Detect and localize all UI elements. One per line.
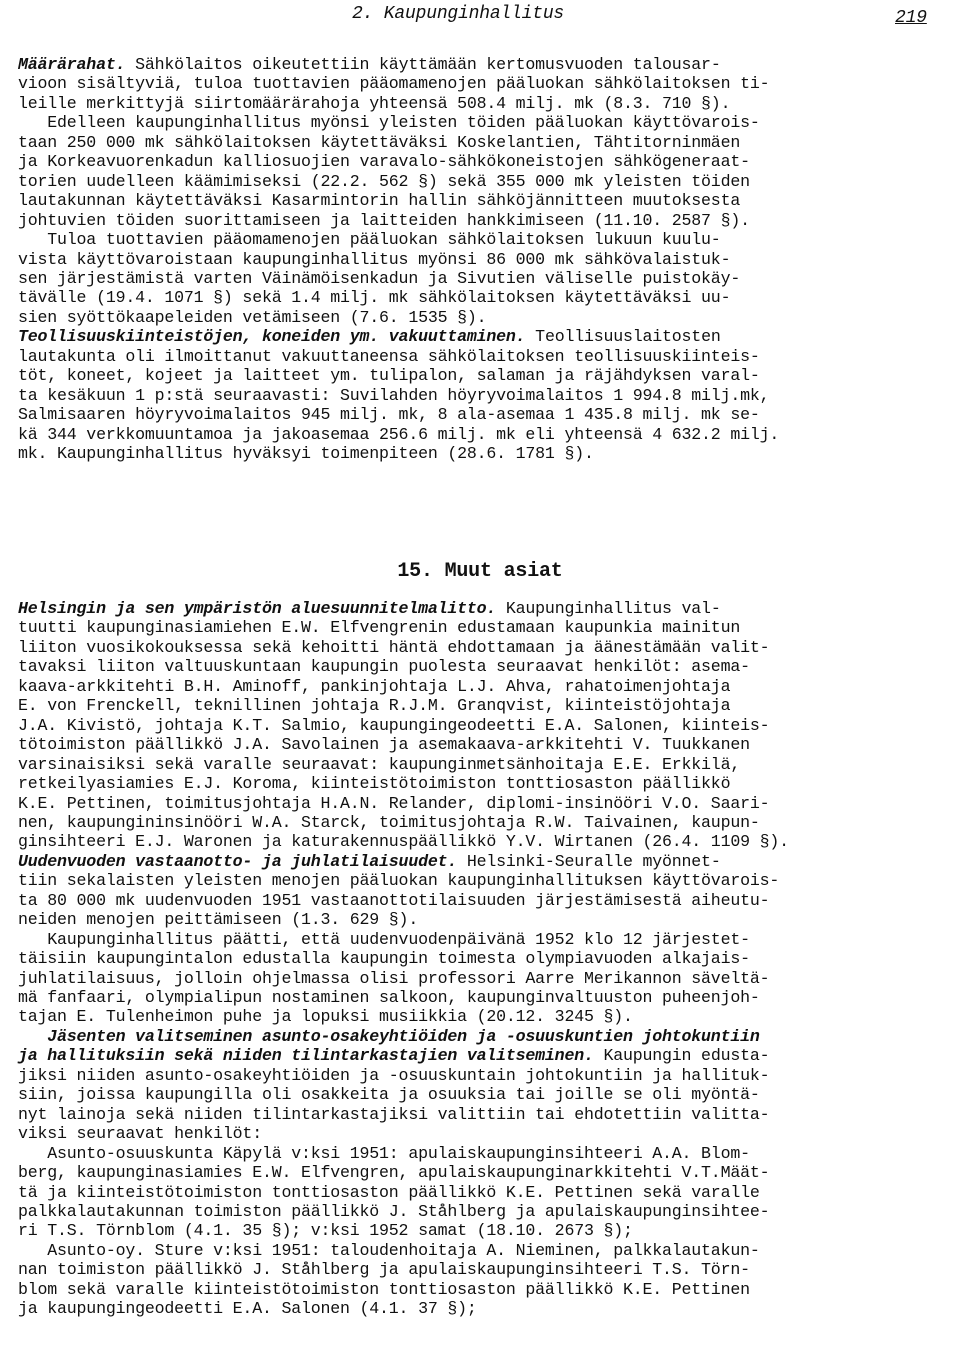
text-line [18, 153, 750, 171]
text-line [18, 406, 760, 424]
text-line [18, 1028, 760, 1046]
text-line [18, 853, 721, 871]
text-line [18, 426, 779, 444]
body-text: lautakunnan käytettäväksi Kasarmintorin hallin sähköjännitteen muutoksesta [18, 191, 741, 211]
body-text: töt, koneet, kojeet ja laitteet ym. tulipalon, salaman ja räjähdyksen varal- [18, 366, 760, 386]
body-text: johtuvien töiden suorittamiseen ja laitteiden hankkimiseen (11.10. 2587 §). [18, 210, 750, 230]
body-text: tävälle (19.4. 1071 §) sekä 1.4 milj. mk sähkölaitoksen käytettäväksi uu- [18, 288, 731, 308]
body-text: Kaupungin edusta- [593, 1046, 770, 1066]
body-text: ta 80 000 mk uudenvuoden 1951 vastaanottotilaisuuden järjestämisestä aiheutu- [18, 890, 770, 910]
body-text: palkkalautakunnan toimiston päällikkö J. Ståhlberg ja apulaiskaupunginsihtee- [18, 1201, 770, 1221]
text-line [18, 1281, 750, 1299]
running-title: 2. Kaupunginhallitus [352, 4, 565, 24]
body-text: Helsinki-Seuralle myönnet- [457, 851, 721, 871]
body-text: juhlatilaisuus, jolloin ohjelmassa olisi professori Aarre Merikannon säveltä- [18, 968, 770, 988]
text-line [18, 911, 418, 929]
text-line [18, 1242, 760, 1260]
text-line [18, 697, 730, 715]
text-line [18, 251, 730, 269]
body-text: E. von Frenckell, teknillinen johtaja R.J.M. Granqvist, kiinteistöjohtaja [18, 696, 731, 716]
text-line [18, 814, 760, 832]
text-line [18, 1300, 477, 1318]
body-text: blom sekä varalle kiinteistötoimiston tonttiosaston päällikkö K.E. Pettinen [18, 1279, 750, 1299]
text-line [18, 639, 769, 657]
body-text: Teollisuuslaitosten [525, 327, 721, 347]
text-line [18, 231, 721, 249]
text-line [18, 309, 486, 327]
text-line [18, 95, 730, 113]
text-line [18, 192, 740, 210]
body-text: tuutti kaupunginasiamiehen E.W. Elfvengrenin edustamaan kaupunkia mainitun [18, 618, 741, 638]
body-text: tajan E. Tulenheimon puhe ja lopuksi musiikkia (20.12. 3245 §). [18, 1007, 633, 1027]
text-line [18, 387, 769, 405]
body-text: ginsihteeri E.J. Waronen ja katurakennuspäällikkö Y.V. Wirtanen (26.4. 1109 §). [18, 832, 789, 852]
italic-heading-text: Helsingin ja sen ympäristön aluesuunnitelmalitto. [18, 599, 497, 618]
italic-heading-text: ja hallituksiin sekä niiden tilintarkastajien valitseminen. [18, 1046, 594, 1066]
body-text: kä 344 verkkomuuntamoa ja jakoasemaa 256.6 milj. mk eli yhteensä 4 632.2 milj. [18, 424, 780, 444]
body-text: mä fanfaari, olympialipun nostaminen salkoon, kaupunginvaltuuston puheenjoh- [18, 988, 760, 1007]
body-text: J.A. Kivistö, johtaja K.T. Salmio, kaupungingeodeetti E.A. Salonen, kiinteis- [18, 715, 770, 735]
text-line [18, 212, 750, 230]
body-text: K.E. Pettinen, toimitusjohtaja H.A.N. Relander, diplomi-insinööri V.O. Saari- [18, 793, 770, 813]
body-text: viksi seuraavat henkilöt: [18, 1124, 262, 1144]
text-line [18, 1261, 750, 1279]
body-text: nan toimiston päällikkö J. Ståhlberg ja apulaiskaupunginsihteeri T.S. Törn- [18, 1260, 750, 1280]
text-line [18, 795, 769, 813]
text-line [18, 619, 740, 637]
text-line [18, 833, 789, 851]
body-text: vioon sisältyviä, tuloa tuottavien pääomamenojen pääluokan sähkölaitoksen ti- [18, 74, 770, 94]
body-text: taan 250 000 mk sähkölaitoksen käytettäväksi Koskelantien, Tähtitorninmäen [18, 132, 741, 152]
body-text: sen järjestämistä varten Väinämöisenkadun ja Sivutien väliselle puistokäy- [18, 268, 741, 288]
page-header [0, 2, 960, 36]
text-line [18, 1047, 769, 1065]
italic-heading-text: Teollisuuskiinteistöjen, koneiden ym. vakuuttaminen. [18, 327, 526, 347]
body-text: Asunto-oy. Sture v:ksi 1951: taloudenhoitaja A. Nieminen, palkkalautakun- [18, 1240, 760, 1260]
text-line [18, 270, 740, 288]
italic-heading-text: Jäsenten valitseminen asunto-osakeyhtiöiden ja -osuuskuntien johtokuntiin [18, 1026, 760, 1046]
italic-heading-text: Määrärahat. [18, 55, 126, 74]
text-line [18, 989, 760, 1007]
body-text: täisiin kaupungintalon edustalla kaupungin toimesta olympiavuoden alkajais- [18, 949, 750, 969]
text-line [18, 56, 721, 74]
text-line [18, 1164, 769, 1182]
body-text: Salmisaaren höyryvoimalaitos 945 milj. mk, 8 ala-asemaa 1 435.8 milj. mk se- [18, 405, 760, 425]
body-text: nen, kaupungininsinööri W.A. Starck, toimitusjohtaja R.W. Taivainen, kaupun- [18, 812, 760, 832]
text-line [18, 1125, 262, 1143]
body-text: Tuloa tuottavien pääomamenojen pääluokan sähkölaitoksen lukuun kuulu- [18, 230, 721, 250]
text-line [18, 1145, 750, 1163]
text-line [18, 678, 730, 696]
text-line [18, 931, 750, 949]
body-text: ja Korkeavuorenkadun kalliosuojien varavalo-sähkökoneistojen sähkögeneraat- [18, 152, 750, 172]
body-text: Kaupunginhallitus päätti, että uudenvuodenpäivänä 1952 klo 12 järjestet- [18, 929, 750, 949]
body-text: ja kaupungingeodeetti E.A. Salonen (4.1. 37 §); [18, 1299, 477, 1319]
text-line [18, 289, 730, 307]
text-line [18, 1222, 633, 1240]
text-line [18, 756, 740, 774]
body-text: ta kesäkuun 1 p:stä seuraavasti: Suvilahden höyryvoimalaitos 1 994.8 milj.mk, [18, 385, 770, 405]
body-text: varsinaisiksi sekä varalle seuraavat: kaupunginmetsänhoitaja E.E. Erkkilä, [18, 754, 741, 774]
body-text: tötoimiston päällikkö J.A. Savolainen ja asemakaava-arkkitehti V. Tuukkanen [18, 735, 750, 755]
body-text: Asunto-osuuskunta Käpylä v:ksi 1951: apulaiskaupunginsihteeri A.A. Blom- [18, 1143, 750, 1163]
body-text: Sähkölaitos oikeutettiin käyttämään kertomusvuoden talousar- [125, 55, 721, 74]
body-text: sien syöttökaapeleiden vetämiseen (7.6. 1535 §). [18, 307, 487, 327]
body-text: liiton vuosikokouksessa sekä kehoitti häntä ehdottamaan ja äänestämään valit- [18, 637, 770, 657]
text-line [18, 658, 750, 676]
body-text: Kaupunginhallitus val- [496, 599, 721, 618]
page-number: 219 [895, 8, 927, 28]
body-text: neiden menojen peittämiseen (1.3. 629 §). [18, 910, 419, 930]
body-text: nyt lainoja sekä niiden tilintarkastajiksi valittiin tai ehdotettiin valitta- [18, 1104, 770, 1124]
text-line [18, 872, 779, 890]
body-text: mk. Kaupunginhallitus hyväksyi toimenpiteen (28.6. 1781 §). [18, 444, 594, 463]
text-line [18, 1067, 769, 1085]
body-text: jiksi niiden asunto-osakeyhtiöiden ja -osuuskuntain johtokuntiin ja hallituk- [18, 1065, 770, 1085]
text-line [18, 1086, 760, 1104]
body-text: torien uudelleen käämimiseksi (22.2. 562 §) sekä 355 000 mk yleisten töiden [18, 171, 750, 191]
text-line [18, 970, 769, 988]
body-text: kaava-arkkitehti B.H. Aminoff, pankinjohtaja L.J. Ahva, rahatoimenjohtaja [18, 676, 731, 696]
text-line [18, 114, 760, 132]
text-line [18, 173, 750, 191]
body-text: berg, kaupunginasiamies E.W. Elfvengren, apulaiskaupunginarkkitehti V.T.Määt- [18, 1163, 770, 1183]
body-text: retkeilyasiamies E.J. Koroma, kiinteistötoimiston tonttiosaston päällikkö [18, 774, 731, 794]
text-line [18, 1106, 769, 1124]
body-text: ri T.S. Törnblom (4.1. 35 §); v:ksi 1952 samat (18.10. 2673 §); [18, 1221, 633, 1241]
body-text: siin, joissa kaupungilla oli osakkeita ja osuuksia tai joille se oli myöntä- [18, 1085, 760, 1105]
body-text: tiin sekalaisten yleisten menojen pääluokan kaupunginhallituksen käyttövarois- [18, 871, 780, 891]
text-line [18, 775, 730, 793]
text-line [18, 600, 721, 618]
text-line [18, 1203, 769, 1221]
text-line [18, 717, 769, 735]
body-text: tavaksi liiton valtuuskuntaan kaupungin puolesta seuraavat henkilöt: asema- [18, 657, 750, 677]
text-line [18, 445, 594, 463]
text-line [18, 75, 769, 93]
text-line [18, 1008, 633, 1026]
body-text: Edelleen kaupunginhallitus myönsi yleisten töiden pääluokan käyttövarois- [18, 113, 760, 133]
text-line [18, 348, 760, 366]
text-line [18, 736, 750, 754]
text-line [18, 367, 760, 385]
text-line [18, 950, 750, 968]
text-line [18, 892, 769, 910]
italic-heading-text: Uudenvuoden vastaanotto- ja juhlatilaisuudet. [18, 851, 458, 871]
body-text: lautakunta oli ilmoittanut vakuuttaneensa sähkölaitoksen teollisuuskiinteis- [18, 346, 760, 366]
text-line [18, 1184, 760, 1202]
text-line [18, 134, 740, 152]
section-heading: 15. Muut asiat [397, 560, 563, 583]
text-line [18, 328, 721, 346]
body-text: vista käyttövaroistaan kaupunginhallitus myönsi 86 000 mk sähkövalaistuk- [18, 249, 731, 269]
body-text: tä ja kiinteistötoimiston tonttiosaston päällikkö K.E. Pettinen sekä varalle [18, 1182, 760, 1202]
body-text: leille merkittyjä siirtomäärärahoja yhteensä 508.4 milj. mk (8.3. 710 §). [18, 93, 731, 113]
